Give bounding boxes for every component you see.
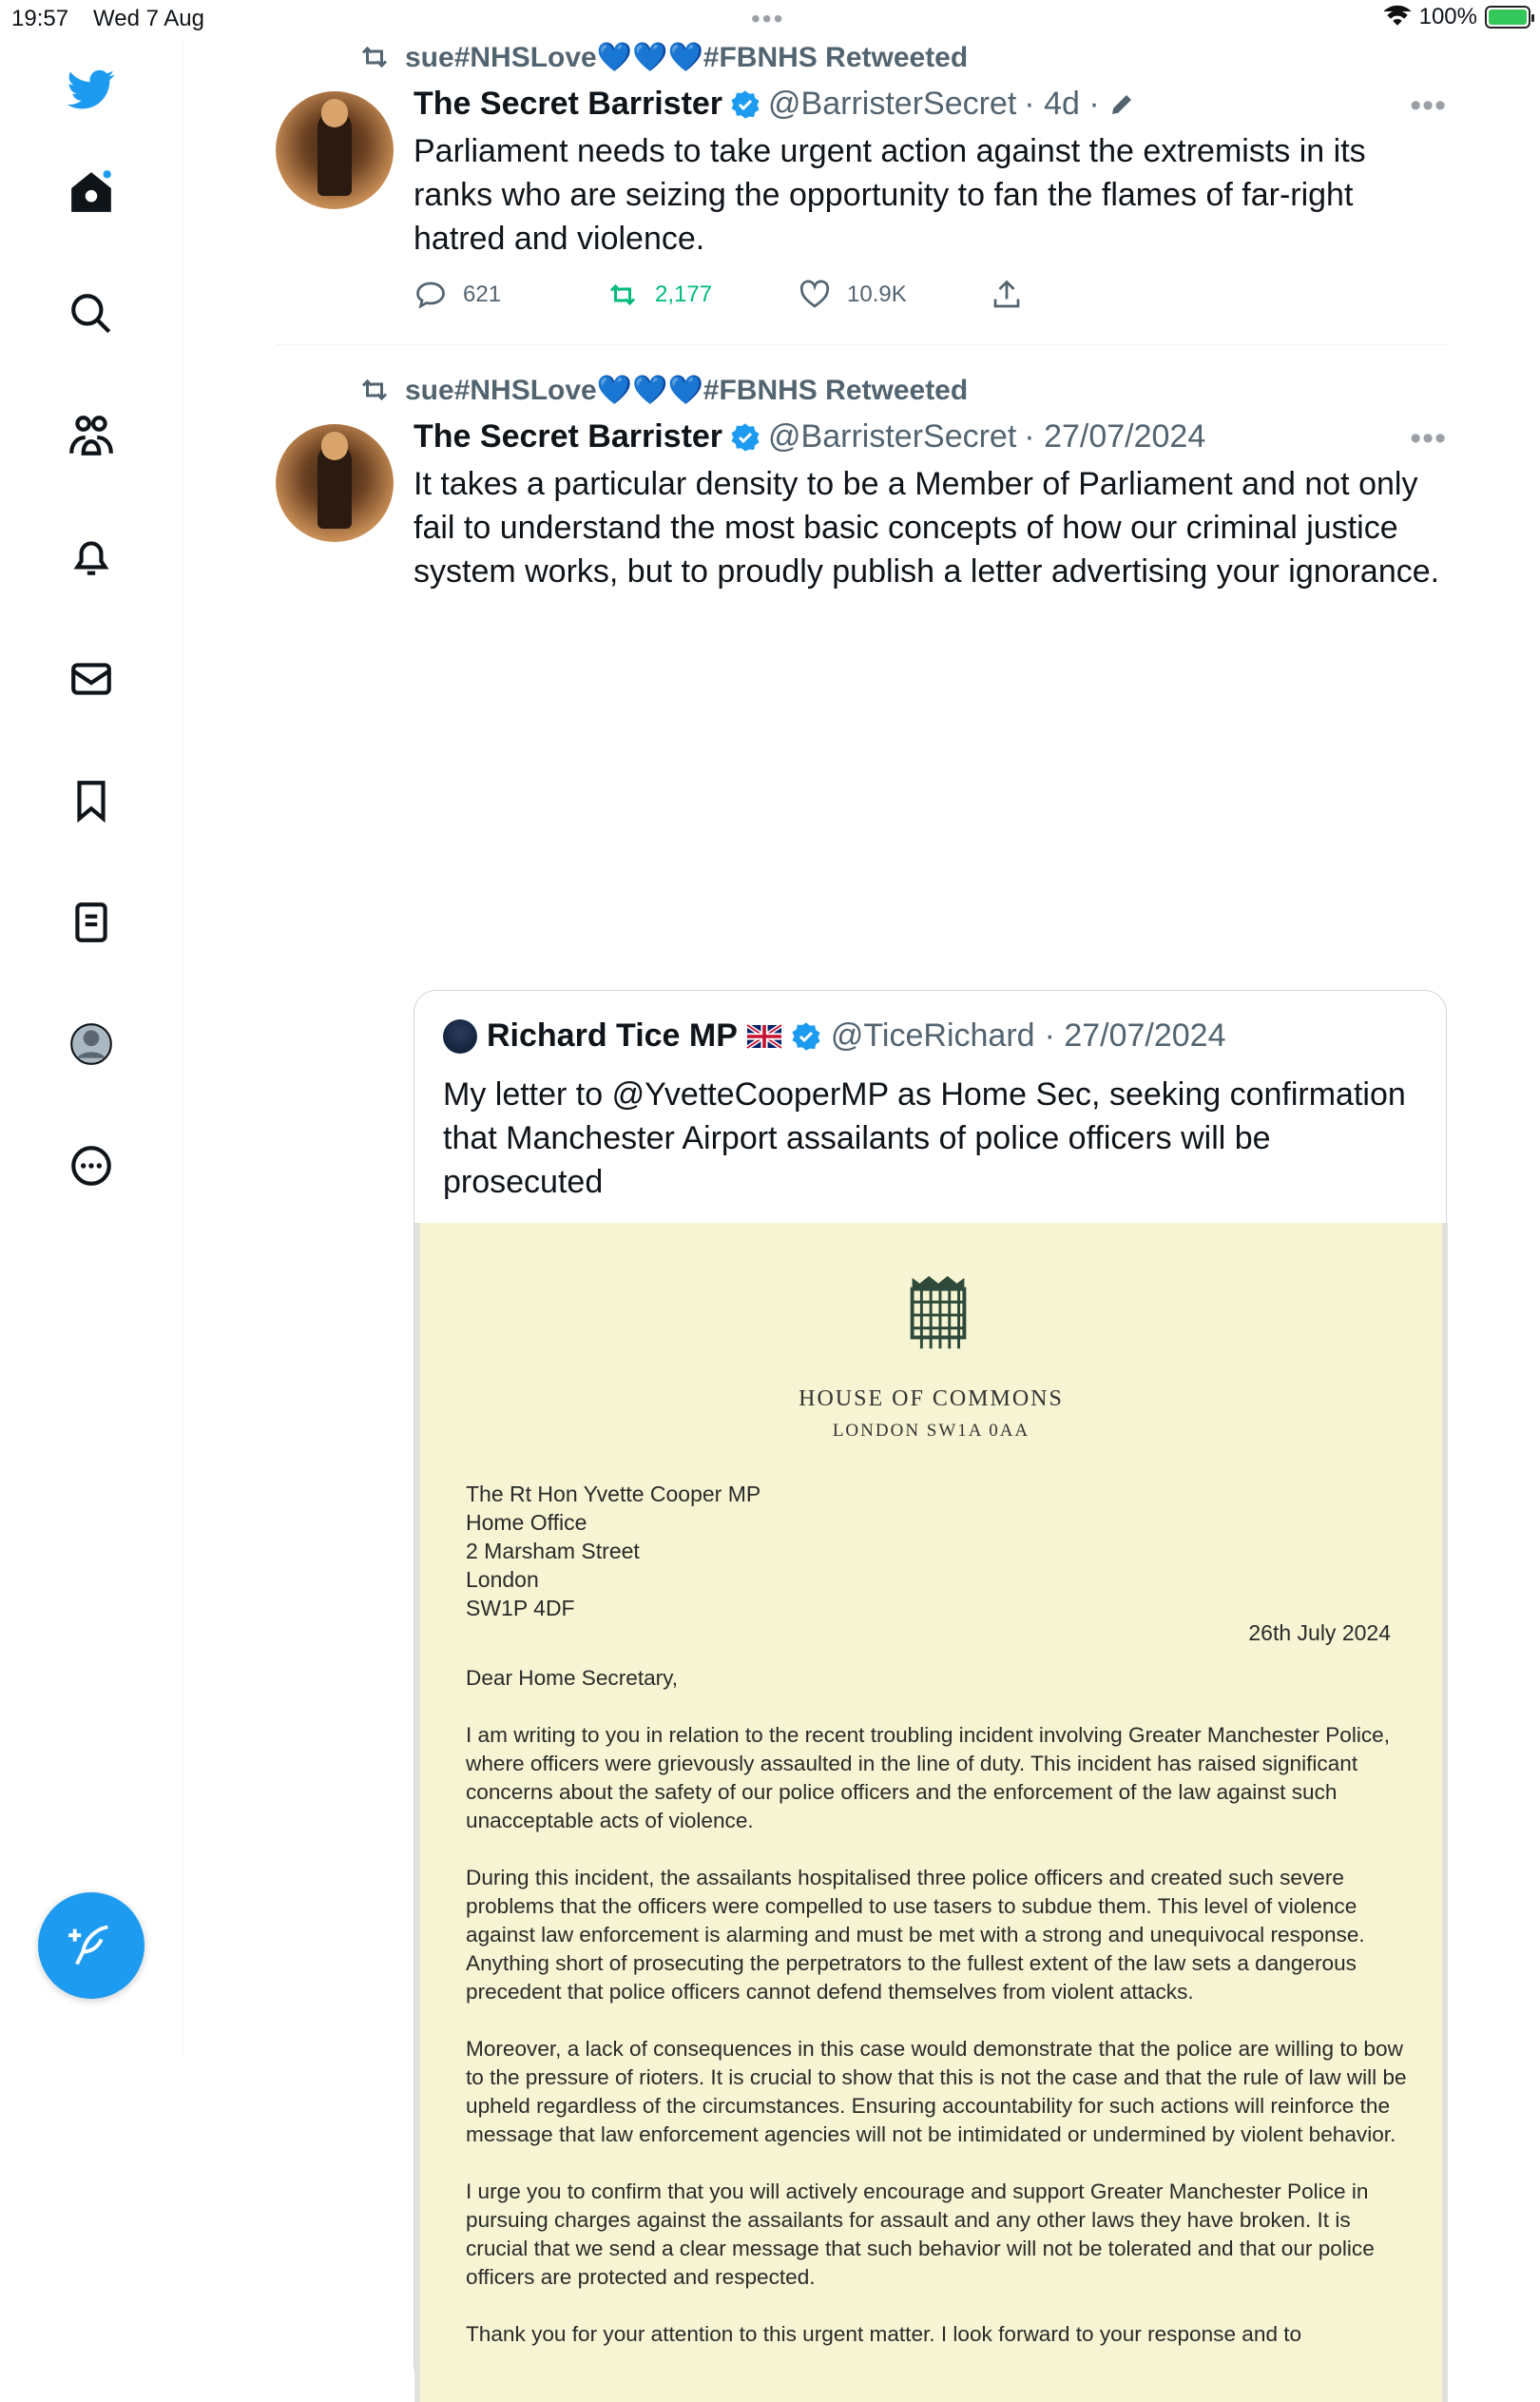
bell-icon [67, 533, 115, 581]
avatar[interactable] [276, 424, 394, 542]
retweet-context: sue#NHSLove💙💙💙#FBNHS Retweeted [357, 373, 968, 407]
sidebar-item-home[interactable] [61, 162, 122, 223]
letter-paragraph: Moreover, a lack of consequences in this case would demonstrate that the police are willing to bow to the pressure of rioters. It is crucial to show that this is not the case and that the rule of law will be upheld regardless of the circumstances. Ensuring accountability for such actions will reinforce the message that law enforcement agencies will not be intimidated or undermined by violent behavior. [466, 2037, 1407, 2146]
sidebar-item-notifications[interactable] [61, 527, 122, 588]
quote-avatar [443, 1019, 477, 1054]
heart-icon [798, 278, 832, 312]
tweet-author [414, 86, 1136, 123]
sidebar-item-messages[interactable] [61, 649, 122, 709]
letter-paragraph: I am writing to you in relation to the recent troubling incident involving Greater Manchester Police, where officers were grievously assaulted in the line of duty. This incident has raised significant concerns about the safety of our police officers and the enforcement of the law against such unacceptable acts of violence. [466, 1723, 1391, 1832]
compose-tweet-button[interactable] [38, 1892, 144, 1999]
tweet-text: Parliament needs to take urgent action against the extremists in its ranks who are seizing the opportunity to fan the flames of far-right hatred and violence. [414, 133, 1366, 257]
share-icon [990, 278, 1024, 312]
retweet-context: sue#NHSLove💙💙💙#FBNHS Retweeted [357, 40, 968, 74]
avatar[interactable] [276, 91, 394, 209]
status-bar [0, 0, 1540, 38]
search-icon [67, 290, 115, 338]
retweet-button[interactable]: 2,177 [606, 278, 798, 312]
tweet-author [414, 418, 1205, 455]
letter-date: 26th July 2024 [1248, 1620, 1391, 1645]
retweet-icon [357, 373, 392, 407]
share-button[interactable] [990, 278, 1024, 312]
communities-icon [67, 412, 115, 459]
sidebar [0, 38, 183, 2054]
letter-recipient: The Rt Hon Yvette Cooper MP Home Office 2 Marsham Street London SW1P 4DF [466, 1482, 761, 1620]
author-handle[interactable]: @BarristerSecret [768, 86, 1017, 122]
twitter-logo-icon[interactable] [61, 59, 122, 120]
letter-image[interactable] [414, 1223, 1448, 2402]
sidebar-item-explore[interactable] [61, 283, 122, 344]
letter-org-address: LONDON SW1A 0AA [832, 1421, 1030, 1441]
sidebar-item-profile[interactable] [61, 1014, 122, 1075]
multitask-dots-icon[interactable]: ••• [751, 4, 785, 33]
quote-tweet[interactable] [414, 990, 1447, 2388]
letter-org: HOUSE OF COMMONS [799, 1386, 1064, 1411]
tweet-text: It takes a particular density to be a Member of Parliament and not only fail to understand the most basic concepts of how our criminal justice system works, but to proudly publish a letter advertising your ignorance. [414, 466, 1440, 590]
verified-badge-icon [730, 89, 760, 120]
edited-pencil-icon [1107, 90, 1136, 119]
quote-author-name[interactable]: Richard Tice MP [487, 1017, 738, 1054]
verified-badge-icon [791, 1021, 821, 1052]
wifi-icon [1383, 6, 1412, 29]
more-options-icon[interactable]: ••• [1410, 420, 1447, 456]
portcullis-crest-icon [900, 1270, 976, 1356]
quote-text: My letter to @YvetteCooperMP as Home Sec, seeking confirmation that Manchester Airport assailants of police officers will be prosecuted [443, 1076, 1406, 1200]
verified-badge-icon [730, 422, 760, 453]
like-button[interactable]: 10.9K [798, 278, 990, 312]
bookmark-icon [67, 777, 115, 824]
status-time: 19:57 [11, 6, 69, 31]
status-right [1383, 4, 1530, 30]
tweet-time[interactable]: · 4d · [1024, 86, 1100, 122]
sidebar-item-bookmarks[interactable] [61, 770, 122, 831]
quote-author-handle[interactable]: @TiceRichard [830, 1017, 1035, 1054]
quote-author [443, 1017, 1226, 1055]
retweet-icon [357, 40, 392, 74]
profile-avatar-icon [67, 1020, 115, 1068]
more-options-icon[interactable]: ••• [1410, 87, 1447, 124]
letter-paragraph: During this incident, the assailants hospitalised three police officers and created such severe problems that the officers were compelled to use tasers to subdue them. This level of violence against law enforcement is alarming and must be met with a strong and unequivocal response. Anything short of prosecuting the perpetrators to the fullest extent of the law sets a dangerous precedent that police officers cannot defend themselves from violent attacks. [466, 1866, 1365, 2004]
letter-salutation: Dear Home Secretary, [466, 1666, 679, 1690]
author-name[interactable]: The Secret Barrister [414, 418, 723, 455]
envelope-icon [67, 655, 115, 703]
home-icon [67, 168, 115, 216]
tweet-actions [414, 278, 1024, 312]
battery-icon [1485, 6, 1530, 29]
quote-time[interactable]: · 27/07/2024 [1044, 1017, 1226, 1054]
retweet-icon [606, 278, 640, 312]
battery-percent: 100% [1418, 4, 1477, 29]
reply-button[interactable]: 621 [414, 278, 606, 312]
tweet-time[interactable]: · 27/07/2024 [1024, 418, 1206, 455]
letter-paragraph: Thank you for your attention to this urgent matter. I look forward to your response and to [466, 2322, 1302, 2346]
sidebar-item-more[interactable] [61, 1135, 122, 1196]
letter-paragraph: I urge you to confirm that you will actively encourage and support Greater Manchester Police in pursuing charges against the assailants for assault and any other laws they have broken. It is crucial that we send a clear message that such behavior will not be tolerated and that our police officers are protected and respected. [466, 2179, 1375, 2289]
reply-icon [414, 278, 448, 312]
compose-feather-icon [67, 1921, 116, 1970]
sidebar-item-lists[interactable] [61, 892, 122, 953]
author-handle[interactable]: @BarristerSecret [768, 418, 1017, 455]
list-icon [67, 899, 115, 946]
status-date: Wed 7 Aug [93, 6, 204, 31]
uk-flag-icon [747, 1025, 781, 1048]
sidebar-item-communities[interactable] [61, 405, 122, 466]
author-name[interactable]: The Secret Barrister [414, 86, 723, 122]
letter-body [466, 1664, 1416, 2377]
tweet-divider [276, 344, 1447, 345]
more-circle-icon [67, 1142, 115, 1190]
